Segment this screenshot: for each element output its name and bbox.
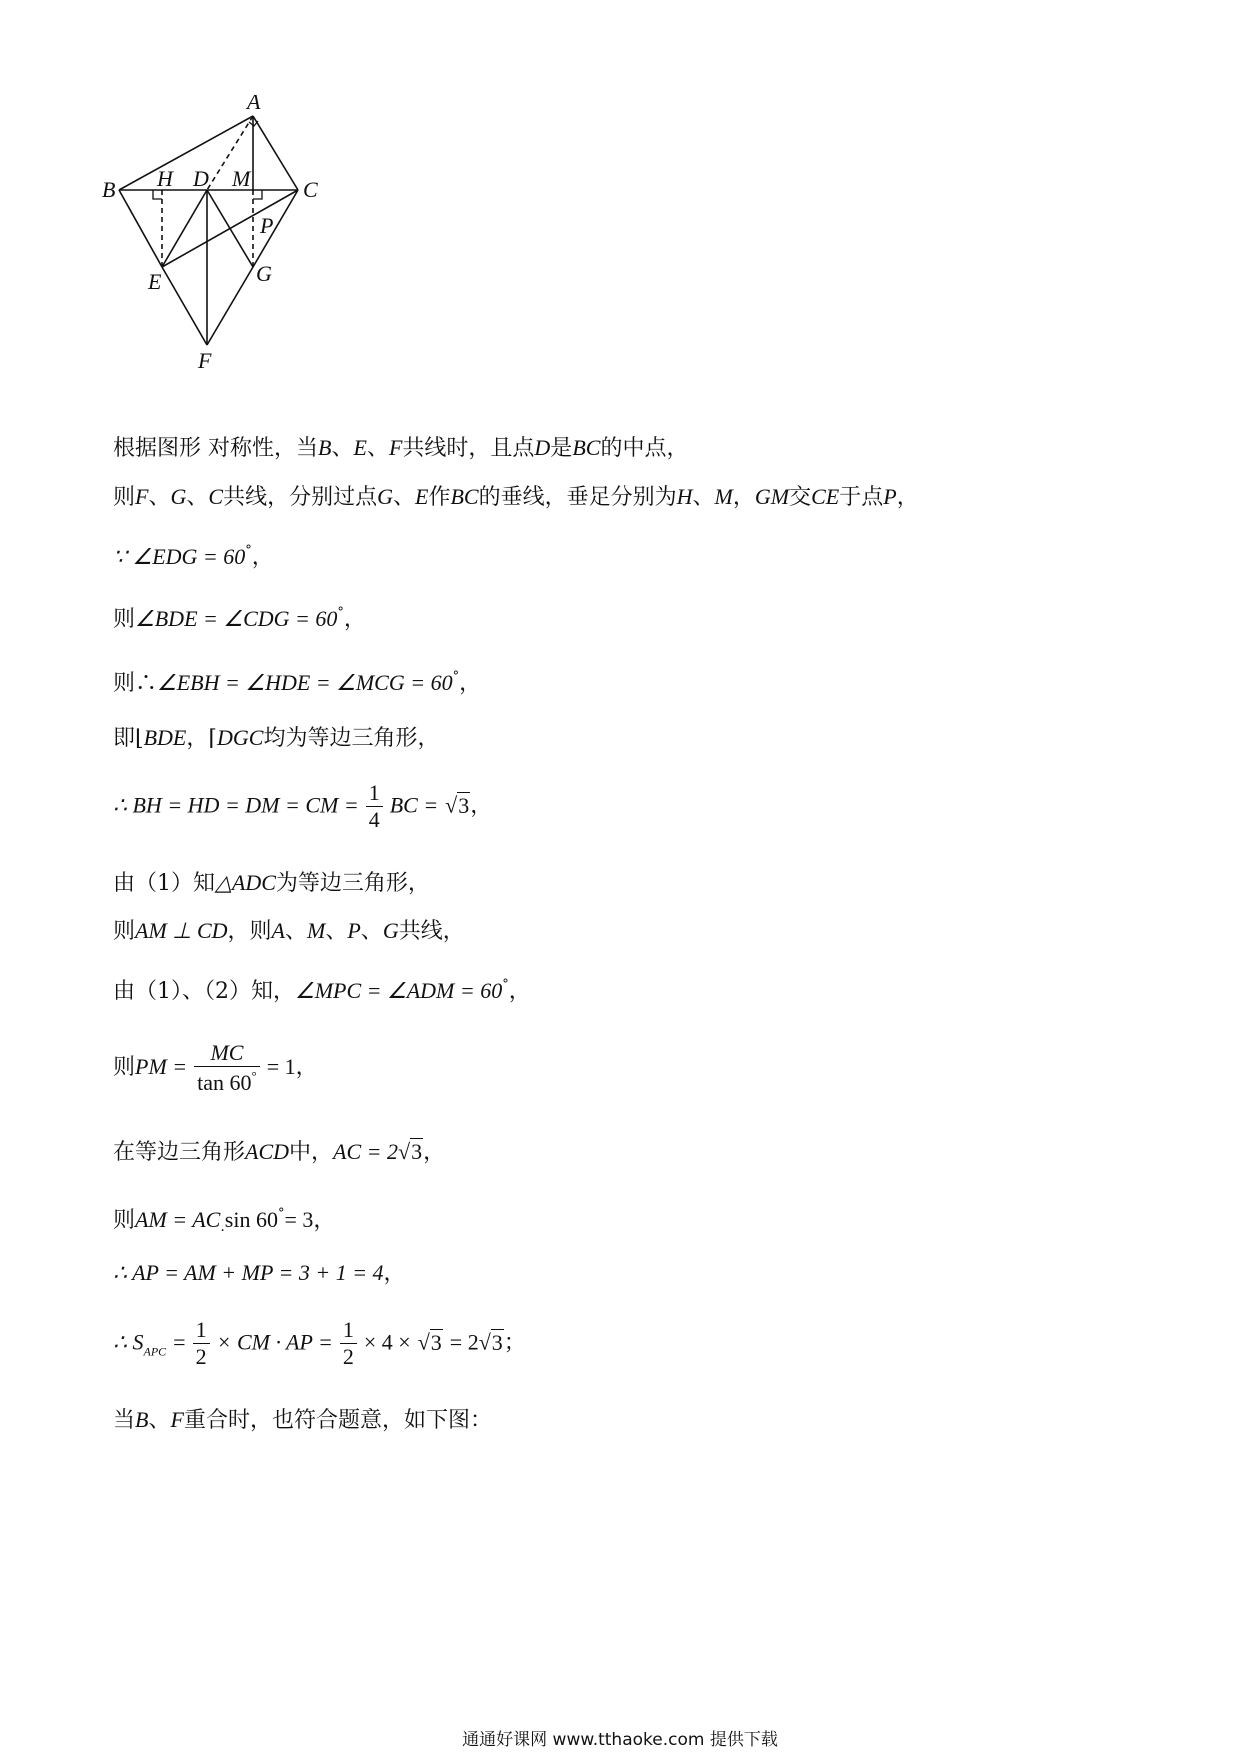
text-seg: 、 xyxy=(325,919,348,944)
frac-den: 2 xyxy=(195,1344,207,1369)
math-expr: ∴ S xyxy=(113,1329,144,1355)
math-expr: AM ⊥ CD xyxy=(135,918,228,943)
math-expr: = 1 xyxy=(266,1054,296,1079)
radicand: 3 xyxy=(458,792,470,818)
text-line-2 xyxy=(113,486,919,509)
math-expr: BC = xyxy=(389,792,439,818)
label-e: E xyxy=(148,269,162,294)
math-var: F xyxy=(135,484,149,509)
math-var: B xyxy=(318,435,332,460)
math-expr: AC = 2 xyxy=(333,1139,398,1164)
text-seg: ， xyxy=(896,485,919,510)
degree-mark: ° xyxy=(251,1068,257,1083)
segment-be xyxy=(119,190,162,267)
text-seg: 于点 xyxy=(839,485,884,510)
text-line-13 xyxy=(113,1207,335,1234)
text-seg: ， xyxy=(508,979,531,1004)
text-seg: 、 xyxy=(331,436,354,461)
label-b: B xyxy=(102,177,116,202)
degree-mark: ° xyxy=(337,605,344,620)
text-line-8 xyxy=(113,872,430,895)
right-angle-m xyxy=(253,190,262,199)
frac-den: 2 xyxy=(342,1344,354,1369)
degree-mark: ° xyxy=(502,977,509,992)
text-seg: 的垂线，垂足分别为 xyxy=(478,485,677,510)
geometry-figure xyxy=(100,95,360,415)
text-seg: 即 xyxy=(113,726,136,751)
text-seg: 是 xyxy=(550,436,573,461)
fraction-half xyxy=(340,1319,357,1368)
radicand: 3 xyxy=(411,1139,423,1164)
math-expr: = 3 xyxy=(284,1207,314,1232)
text-seg: 则 xyxy=(113,1208,136,1233)
math-expr: ∠EBH = ∠HDE = ∠MCG = 60 xyxy=(157,670,453,695)
fraction-one-quarter xyxy=(366,782,383,831)
math-var: A xyxy=(271,918,285,943)
math-var: G xyxy=(377,484,393,509)
math-expr: = 2 xyxy=(449,1329,479,1355)
math-var: BC xyxy=(572,435,601,460)
sqrt-3: √3 xyxy=(417,1329,442,1355)
math-expr: ∠BDE = ∠CDG = 60 xyxy=(135,606,338,631)
text-seg: 根据图形 对称性，当 xyxy=(113,436,318,461)
text-line-1 xyxy=(113,437,688,460)
text-seg: 则 xyxy=(113,1055,136,1080)
math-expr: ∵ ∠EDG = 60 xyxy=(113,544,246,569)
radicand: 3 xyxy=(491,1329,503,1355)
fraction-half xyxy=(193,1319,210,1368)
math-var: P xyxy=(883,484,897,509)
sqrt-3: √3 xyxy=(398,1139,423,1164)
label-f: F xyxy=(198,348,212,373)
text-seg: 交 xyxy=(789,485,812,510)
text-seg: 、 xyxy=(360,919,383,944)
text-line-9 xyxy=(113,920,465,943)
text-line-16 xyxy=(113,1409,492,1432)
math-var: F xyxy=(170,1407,184,1432)
text-seg: 则 xyxy=(113,919,136,944)
text-seg: 重合时，也符合题意，如下图： xyxy=(183,1408,492,1433)
dot-mark: . xyxy=(220,1219,225,1235)
tan-text: tan 60 xyxy=(197,1070,252,1095)
segment-ec xyxy=(162,190,298,267)
text-seg: ， xyxy=(423,1140,446,1165)
segment-fg xyxy=(207,267,253,345)
math-expr: sin 60 xyxy=(224,1207,278,1232)
text-seg: 、 xyxy=(692,485,715,510)
text-line-5 xyxy=(113,670,481,695)
label-d: D xyxy=(193,166,209,191)
label-c: C xyxy=(303,177,318,202)
text-seg: 则 xyxy=(113,607,136,632)
math-expr: △ADC xyxy=(215,870,276,895)
text-seg: ， xyxy=(732,485,755,510)
text-seg: 则 xyxy=(113,485,136,510)
math-expr: × 4 × xyxy=(363,1329,411,1355)
text-line-7 xyxy=(113,782,492,831)
math-expr: ∠MPC = ∠ADM = 60 xyxy=(295,978,503,1003)
segment-de xyxy=(162,190,207,267)
text-seg: ， xyxy=(186,726,209,751)
page-footer: 通通好课网 www.tthaoke.com 提供下载 xyxy=(462,1730,778,1750)
degree-mark: ° xyxy=(452,669,460,684)
text-seg: 作 xyxy=(428,485,451,510)
text-seg: ； xyxy=(503,1330,526,1356)
text-seg: 、 xyxy=(284,919,307,944)
text-seg: 由（1）、（2）知， xyxy=(113,979,295,1004)
radicand: 3 xyxy=(430,1329,442,1355)
text-line-10 xyxy=(113,978,531,1003)
math-expr: ∴ BH = HD = DM = CM = xyxy=(113,792,359,818)
math-var: ACD xyxy=(245,1139,290,1164)
frac-num: 1 xyxy=(340,1319,357,1344)
degree-mark: ° xyxy=(277,1206,285,1221)
math-var: C xyxy=(208,484,224,509)
math-var: G xyxy=(170,484,187,509)
math-var: DGC xyxy=(216,725,264,750)
text-seg: 为等边三角形， xyxy=(275,871,430,896)
triangle-symbol: ⌊ xyxy=(135,726,144,751)
math-var: G xyxy=(382,918,399,943)
label-p: P xyxy=(260,213,274,238)
math-var: P xyxy=(347,918,361,943)
geometry-diagram xyxy=(100,95,360,415)
math-expr: = xyxy=(173,1329,186,1355)
text-seg: 当 xyxy=(113,1408,136,1433)
text-seg: 、 xyxy=(148,485,171,510)
fraction-mc-tan60 xyxy=(194,1042,260,1094)
text-seg: ， xyxy=(343,607,366,632)
text-seg: ， xyxy=(470,793,493,819)
text-seg: 共线时，且点 xyxy=(402,436,535,461)
text-seg: 的中点， xyxy=(600,436,689,461)
sqrt-3: √3 xyxy=(478,1329,503,1355)
math-var: M xyxy=(307,918,326,943)
text-line-4 xyxy=(113,606,366,631)
text-seg: ，则 xyxy=(227,919,272,944)
text-seg: 在等边三角形 xyxy=(113,1140,246,1165)
math-var: F xyxy=(388,435,403,460)
segment-ef xyxy=(162,267,207,345)
text-seg: ， xyxy=(459,671,482,696)
triangle-symbol: ⌈ xyxy=(208,726,217,751)
math-var: BC xyxy=(450,484,479,509)
math-var: H xyxy=(676,484,693,509)
text-seg: 则∴ xyxy=(113,671,158,696)
text-seg: 由（1）知 xyxy=(113,871,215,896)
math-var: B xyxy=(135,1407,149,1432)
label-m: M xyxy=(232,166,251,191)
text-seg: 、 xyxy=(392,485,415,510)
math-var: BDE xyxy=(143,725,187,750)
frac-num: 1 xyxy=(366,782,383,807)
label-h: H xyxy=(157,166,173,191)
text-seg: ， xyxy=(383,1261,406,1286)
math-expr: ∴ AP = AM + MP = 3 + 1 = 4 xyxy=(113,1260,384,1285)
label-g: G xyxy=(256,261,272,286)
frac-den: 4 xyxy=(368,807,380,832)
math-var: GM xyxy=(754,484,790,509)
text-seg: 中， xyxy=(289,1140,334,1165)
label-a: A xyxy=(247,95,261,114)
text-seg: 、 xyxy=(148,1408,171,1433)
math-var: M xyxy=(714,484,733,509)
math-expr: × CM · AP = xyxy=(216,1329,333,1355)
degree-mark: ° xyxy=(245,543,252,558)
frac-den xyxy=(194,1067,260,1094)
text-line-12 xyxy=(113,1141,445,1164)
text-line-15 xyxy=(113,1319,526,1368)
math-var: CE xyxy=(811,484,840,509)
text-line-3 xyxy=(113,544,274,569)
text-seg: 、 xyxy=(186,485,209,510)
text-line-14 xyxy=(113,1262,406,1285)
right-angle-h xyxy=(153,190,162,199)
text-seg: 共线，分别过点 xyxy=(223,485,378,510)
math-expr: PM = xyxy=(135,1054,188,1079)
text-seg: ， xyxy=(313,1208,336,1233)
math-var: E xyxy=(353,435,367,460)
text-seg: ， xyxy=(251,545,274,570)
math-var: D xyxy=(534,435,551,460)
math-expr: AM = AC xyxy=(135,1207,221,1232)
text-seg: 共线， xyxy=(398,919,465,944)
text-line-6 xyxy=(113,727,439,750)
frac-num: 1 xyxy=(193,1319,210,1344)
sqrt-3: √3 xyxy=(445,792,470,818)
math-var: E xyxy=(415,484,429,509)
text-line-11 xyxy=(113,1042,318,1094)
text-seg: ， xyxy=(295,1055,318,1080)
frac-num: MC xyxy=(194,1042,260,1067)
text-seg: 、 xyxy=(366,436,389,461)
text-seg: 均为等边三角形， xyxy=(263,726,440,751)
segment-ac xyxy=(253,116,298,190)
subscript: APC xyxy=(143,1344,167,1359)
